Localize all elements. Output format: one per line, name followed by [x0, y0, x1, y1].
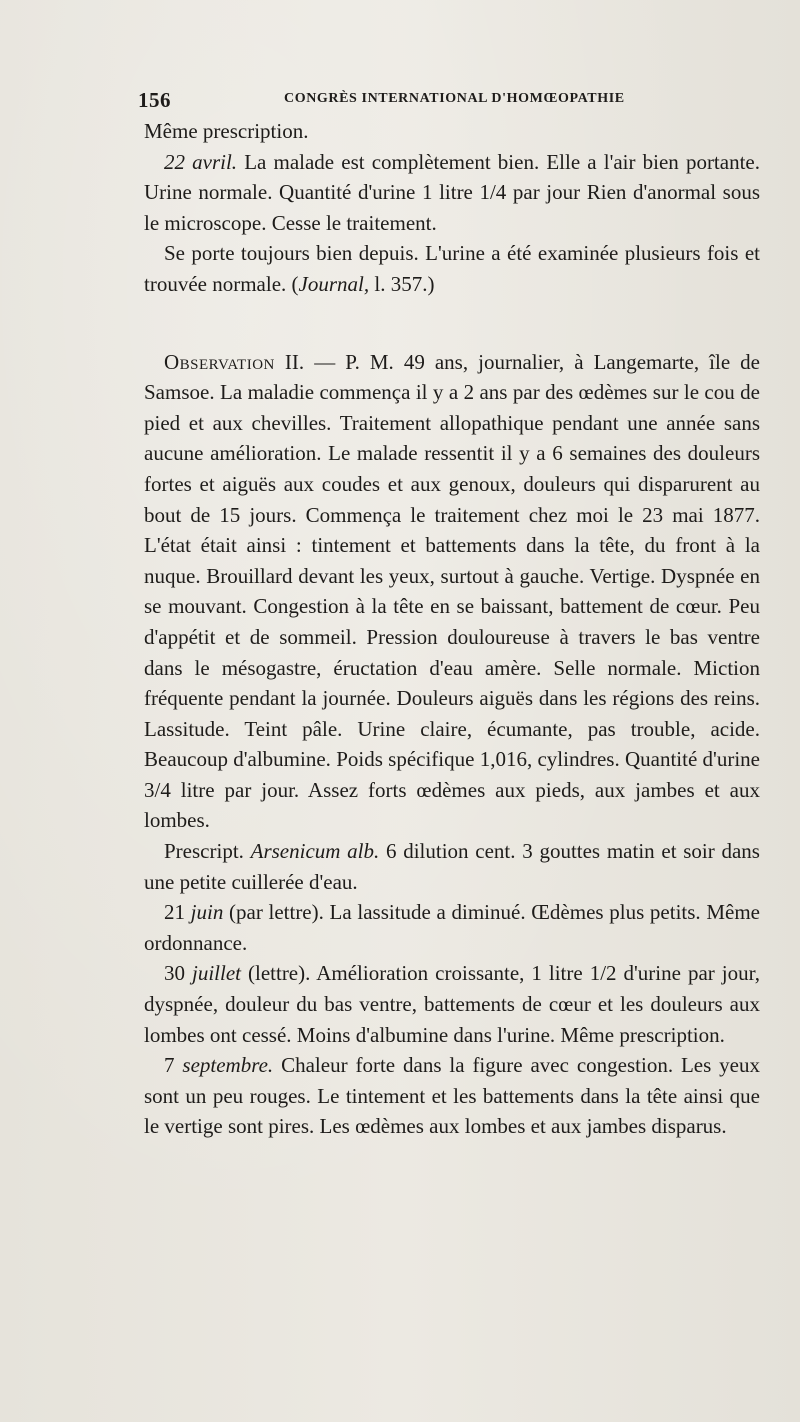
paragraph-july-entry	[144, 958, 760, 1050]
paragraph-april-entry	[144, 147, 760, 239]
paragraph-text: II. — P. M. 49 ans, journalier, à Langemarte, île de Samsoe. La maladie commença il y a 2 ans par des œdèmes sur le cou de pied et aux chevilles. Traitement allopathique pendant une année sans aucune amélioration. Le malade ressentit il y a 6 semaines des douleurs fortes et aiguës aux coudes et aux genoux, douleurs qui disparurent au bout de 15 jours. Commença le traitement chez moi le 23 mai 1877. L'état était ainsi : tintement et battements dans la tête, du front à la nuque. Brouillard devant les yeux, surtout à gauche. Vertige. Dyspnée en se mouvant. Congestion à la tête en se baissant, battement de cœur. Peu d'appétit et de sommeil. Pression douloureuse à travers le bas ventre dans le mésogastre, éructation d'eau amère. Selle normale. Miction fréquente pendant la journée. Douleurs aiguës dans les régions des reins. Lassitude. Teint pâle. Urine claire, écumante, pas trouble, acide. Beaucoup d'albumine. Poids spécifique 1,016, cylindres. Quantité d'urine 3/4 litre par jour. Assez forts œdèmes aux pieds, aux jambes et aux lombes.	[144, 349, 760, 833]
body-text	[144, 116, 760, 1142]
date-day: 7	[164, 1053, 183, 1078]
date-april: 22 avril.	[164, 149, 238, 174]
date-month-july: juillet	[192, 961, 241, 986]
paragraph-text: 6 dilution cent. 3 gouttes matin et soir dans une petite cuillerée d'eau.	[144, 839, 760, 894]
paragraph-text: (par lettre). La lassitude a diminué. Œdèmes plus petits. Même ordonnance.	[144, 900, 760, 955]
date-month-june: juin	[190, 900, 224, 925]
journal-reference: Journal,	[298, 271, 370, 296]
paragraph-text: l. 357.)	[369, 271, 435, 296]
paragraph-text: Chaleur forte dans la figure avec congestion. Les yeux sont un peu rouges. Le tintement et les battements dans la tête ainsi que le vertige sont pires. Les œdèmes aux lombes et aux jambes disparus.	[144, 1053, 761, 1139]
paragraph-same-prescription	[144, 116, 760, 147]
observation-label: Observation	[164, 349, 275, 374]
paragraph-text: Même prescription.	[144, 119, 309, 143]
running-header	[138, 88, 638, 112]
paragraph-june-entry	[144, 897, 760, 958]
paragraph-followup	[144, 238, 760, 299]
date-day: 21	[164, 900, 191, 925]
remedy-name: Arsenicum alb.	[250, 839, 380, 864]
paragraph-text: Se porte toujours bien depuis. L'urine a été examinée plusieurs fois et trouvée normale. (	[144, 241, 760, 296]
paragraph-observation-2	[144, 347, 760, 837]
page-number: 156	[138, 88, 171, 112]
paragraph-text: (lettre). Amélioration croissante, 1 litre 1/2 d'urine par jour, dyspnée, douleur du bas ventre, battements de cœur et les douleurs aux lombes ont cessé. Moins d'albumine dans l'urine. Même prescription.	[144, 961, 761, 1047]
paragraph-text: Prescript.	[164, 839, 251, 864]
paragraph-september-entry	[144, 1050, 760, 1142]
running-title: CONGRÈS INTERNATIONAL D'HOMŒOPATHIE	[284, 91, 625, 106]
date-month-september: septembre.	[182, 1053, 274, 1078]
paragraph-text: La malade est complètement bien. Elle a l'air bien portante. Urine normale. Quantité d'urine 1 litre 1/4 par jour Rien d'anormal sous le microscope. Cesse le traitement.	[144, 149, 760, 235]
paragraph-prescription	[144, 836, 760, 897]
date-day: 30	[164, 961, 192, 986]
